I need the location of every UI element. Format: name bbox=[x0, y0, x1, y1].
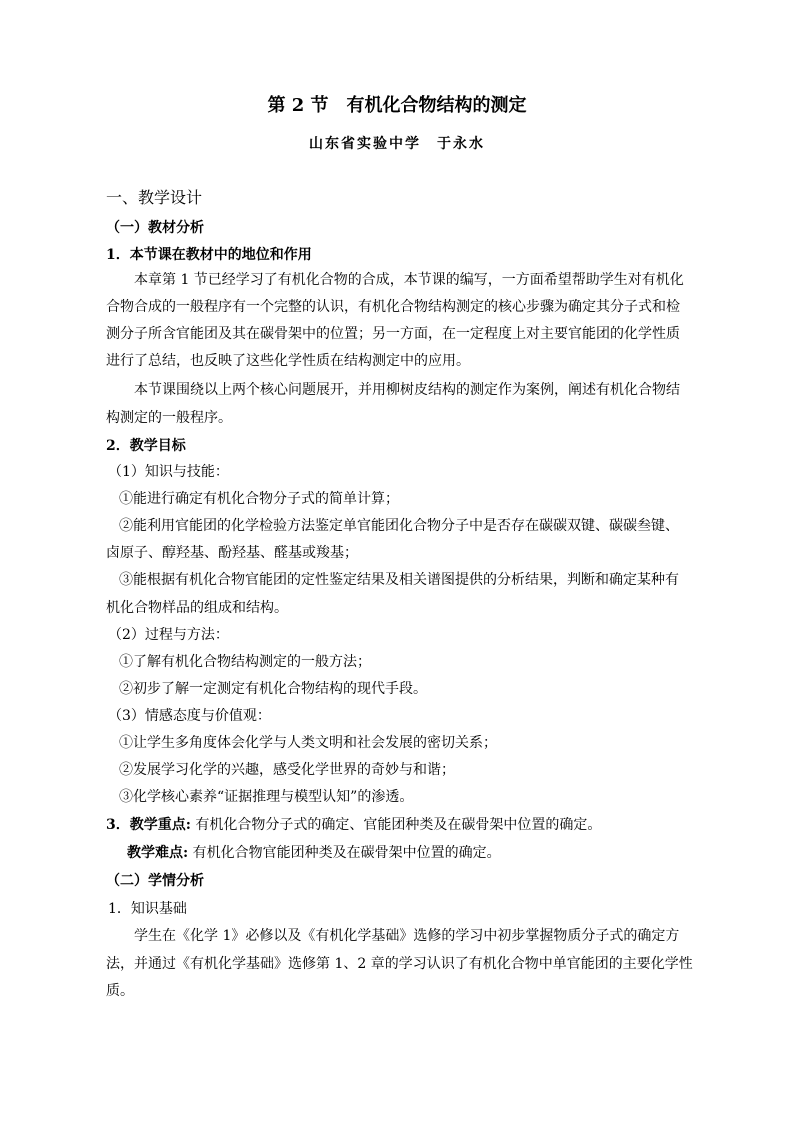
paragraph-line: 法，并通过《有机化学基础》选修第 1、2 章的学习认识了有机化合物中单官能团的主要化学性 bbox=[106, 956, 693, 972]
author-line: 山东省实验中学 于永水 bbox=[309, 136, 485, 152]
paragraph-line: 进行了总结，也反映了这些化学性质在结构测定中的应用。 bbox=[106, 353, 470, 369]
goal-item: ③能根据有机化合物官能团的定性鉴定结果及相关谱图提供的分析结果，判断和确定某种有 bbox=[119, 572, 679, 588]
part-heading-materials: （一）教材分析 bbox=[106, 220, 204, 236]
goal-item: ③化学核心素养“证据推理与模型认知”的渗透。 bbox=[119, 789, 414, 805]
paragraph-line: 合物合成的一般程序有一个完整的认识，有机化合物结构测定的核心步骤为确定其分子式和检 bbox=[106, 299, 680, 315]
page-title: 第 2 节 有机化合物结构的测定 bbox=[267, 95, 527, 116]
paragraph-line: 本章第 1 节已经学习了有机化合物的合成，本节课的编写，一方面希望帮助学生对有机化 bbox=[134, 272, 684, 288]
goal-item: ②发展学习化学的兴趣，感受化学世界的奇妙与和谐； bbox=[119, 762, 455, 778]
paragraph-line: 学生在《化学 1》必修以及《有机化学基础》选修的学习中初步掌握物质分子式的确定方 bbox=[134, 928, 680, 944]
goal-heading-attitude: （3）情感态度与价值观： bbox=[108, 708, 271, 724]
part-heading-students: （二）学情分析 bbox=[106, 873, 204, 889]
item-heading-role: 1．本节课在教材中的地位和作用 bbox=[106, 247, 312, 263]
key-point-line bbox=[106, 815, 601, 835]
difficulty-text: 有机化合物官能团种类及在碳骨架中位置的确定。 bbox=[192, 845, 501, 861]
goal-item: ①让学生多角度体会化学与人类文明和社会发展的密切关系； bbox=[119, 735, 497, 751]
goal-heading-process: （2）过程与方法： bbox=[108, 627, 229, 643]
item-heading-basis: 1．知识基础 bbox=[108, 901, 187, 917]
goal-item: ①能进行确定有机化合物分子式的简单计算； bbox=[119, 491, 399, 507]
paragraph-line: 构测定的一般程序。 bbox=[106, 410, 232, 426]
difficulty-line bbox=[127, 843, 501, 863]
goal-item: ①了解有机化合物结构测定的一般方法； bbox=[119, 654, 371, 670]
paragraph-line: 测分子所含官能团及其在碳骨架中的位置；另一方面，在一定程度上对主要官能团的化学性质 bbox=[106, 326, 680, 342]
paragraph-line: 本节课围绕以上两个核心问题展开，并用柳树皮结构的测定作为案例，阐述有机化合物结 bbox=[134, 382, 680, 398]
item-heading-goals: 2．教学目标 bbox=[106, 438, 186, 454]
section-heading: 一、教学设计 bbox=[106, 188, 203, 207]
goal-item: ②初步了解一定测定有机化合物结构的现代手段。 bbox=[119, 681, 427, 697]
key-point-label: 3．教学重点: bbox=[106, 817, 191, 833]
goal-item: ②能利用官能团的化学检验方法鉴定单官能团化合物分子中是否存在碳碳双键、碳碳叁键、 bbox=[119, 518, 679, 534]
goal-item: 机化合物样品的组成和结构。 bbox=[106, 600, 288, 616]
difficulty-label: 教学难点: bbox=[127, 845, 189, 861]
goal-heading-knowledge: （1）知识与技能： bbox=[108, 464, 229, 480]
goal-item: 卤原子、醇羟基、酚羟基、醛基或羧基； bbox=[106, 545, 358, 561]
paragraph-line: 质。 bbox=[106, 983, 134, 999]
key-point-text: 有机化合物分子式的确定、官能团种类及在碳骨架中位置的确定。 bbox=[195, 817, 602, 833]
